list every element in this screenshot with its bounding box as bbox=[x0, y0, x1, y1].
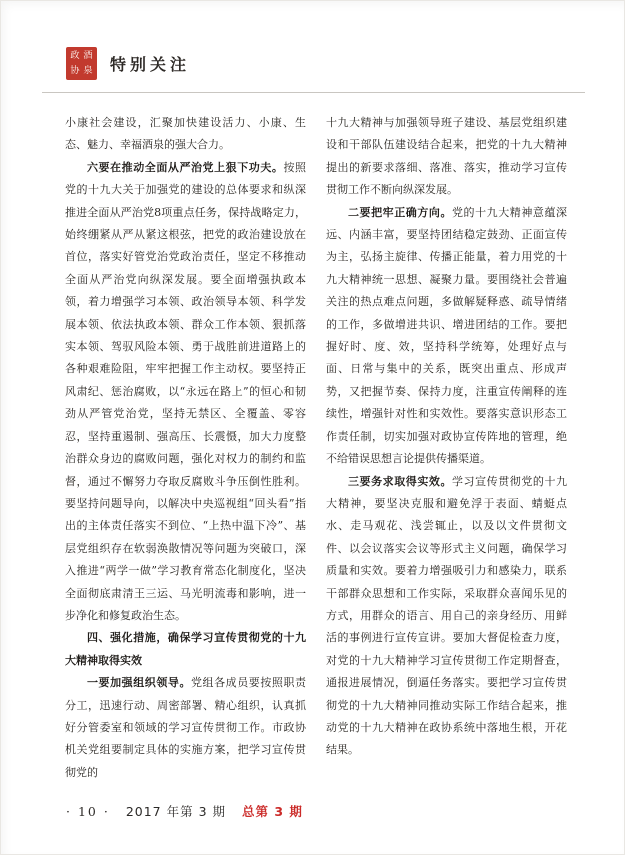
seal-char: 协 bbox=[70, 65, 80, 76]
paragraph-lead: 一要加强组织领导。 bbox=[87, 676, 191, 690]
paragraph-continuation: 十九大精神与加强领导班子建设、基层党组织建设和干部队伍建设结合起来，把党的十九大精神提出的新要求落细、落准、落实，推动学习宣传贯彻工作不断向纵深发展。 bbox=[326, 116, 567, 197]
cumulative-issue-badge: 总第 3 期 bbox=[242, 804, 303, 819]
article-body bbox=[65, 112, 567, 784]
page-footer bbox=[66, 802, 303, 820]
right-column bbox=[326, 112, 567, 784]
seal-char: 酒 bbox=[83, 50, 93, 61]
paragraph-text: 党组各成员要按照职责分工，迅速行动、周密部署、精心组织，认真抓好分管委室和领域的学习宣传贯彻工作。市政协机关党组要制定具体的实施方案，把学习宣传贯彻党的 bbox=[65, 676, 306, 779]
left-column bbox=[65, 112, 306, 784]
paragraph-text: 按照党的十九大关于加强党的建设的总体要求和纵深推进全面从严治党8项重点任务，保持战略定力，始终绷紧从严从紧这根弦，把党的政治建设放在首位，落实好管党治党政治责任，坚定不移推动全面从严治党向纵深发展。要全面增强执政本领，着力增强学习本领、政治领导本领、科学发展本领、依法执政本领、群众工作本领、狠抓落实本领、驾驭风险本领、勇于战胜前进道路上的各种艰难险阻，牢牢把握工作主动权。要坚持正风肃纪、惩治腐败，以“永远在路上”的恒心和韧劲从严管党治党，坚持无禁区、全覆盖、零容忍，坚持重遏制、强高压、长震慑，加大力度整治群众身边的腐败问题，强化对权力的制约和监督，通过不懈努力夺取反腐败斗争压倒性胜利。要坚持问题导向，以解决中央巡视组“回头看”指出的主体责任落实不到位、“上热中温下冷”、基层党组织存在软弱涣散情况等问题为突破口，深入推进“两学一做”学习教育常态化制度化，坚决全面彻底肃清王三运、马光明流毒和影响，进一步净化和修复政治生态。 bbox=[65, 160, 307, 622]
paragraph-lead: 二要把牢正确方向。 bbox=[348, 205, 452, 219]
header-divider-line bbox=[42, 92, 585, 93]
page-number: · 10 · bbox=[66, 804, 110, 819]
paragraph-lead: 三要务求取得实效。 bbox=[348, 474, 452, 488]
paragraph bbox=[326, 471, 567, 762]
section-heading: 四、强化措施，确保学习宣传贯彻党的十九大精神取得实效 bbox=[65, 631, 306, 667]
paragraph bbox=[65, 157, 306, 628]
page-header bbox=[66, 47, 583, 80]
paragraph-text: 学习宣传贯彻党的十九大精神，要坚决克服和避免浮于表面、蜻蜓点水、走马观花、浅尝辄止，以及以文件贯彻文件、以会议落实会议等形式主义问题，确保学习质量和实效。要着力增强吸引力和感染力，联系干部群众思想和工作实际，采取群众喜闻乐见的方式，用群众的语言、用自己的亲身经历、用鲜活的事例进行宣传宣讲。要加大督促检查力度，对党的十九大精神学习宣传贯彻工作定期督查，通报进展情况，倒逼任务落实。要把学习宣传贯彻党的十九大精神同推动实际工作结合起来，推动党的十九大精神在政协系统中落地生根，开花结果。 bbox=[326, 474, 567, 757]
paragraph bbox=[326, 202, 567, 471]
paragraph-continuation: 小康社会建设，汇聚加快建设活力、小康、生态、魅力、幸福酒泉的强大合力。 bbox=[65, 116, 306, 152]
paragraph-text: 党的十九大精神意蕴深远、内涵丰富，要坚持团结稳定鼓劲、正面宣传为主，弘扬主旋律、传播正能量，着力用党的十九大精神统一思想、凝聚力量。要围绕社会普遍关注的热点难点问题，多做解疑释惑、疏导情绪的工作，多做增进共识、增进团结的工作。要把握好时、度、效，坚持科学统筹，处理好点与面、日常与集中的关系，既突出重点、形成声势，又把握节奏、保持力度，注重宣传阐释的连续性，增强针对性和实效性。要落实意识形态工作责任制，切实加强对政协宣传阵地的管理，绝不给错误思想言论提供传播渠道。 bbox=[326, 205, 567, 466]
seal-char: 泉 bbox=[83, 65, 93, 76]
seal-char: 政 bbox=[70, 50, 80, 61]
paragraph-lead: 六要在推动全面从严治党上狠下功夫。 bbox=[87, 160, 284, 174]
paragraph bbox=[65, 672, 306, 784]
magazine-seal-logo bbox=[66, 47, 97, 80]
column-title: 特别关注 bbox=[110, 55, 191, 74]
issue-label: 2017 年第 3 期 bbox=[125, 804, 226, 819]
